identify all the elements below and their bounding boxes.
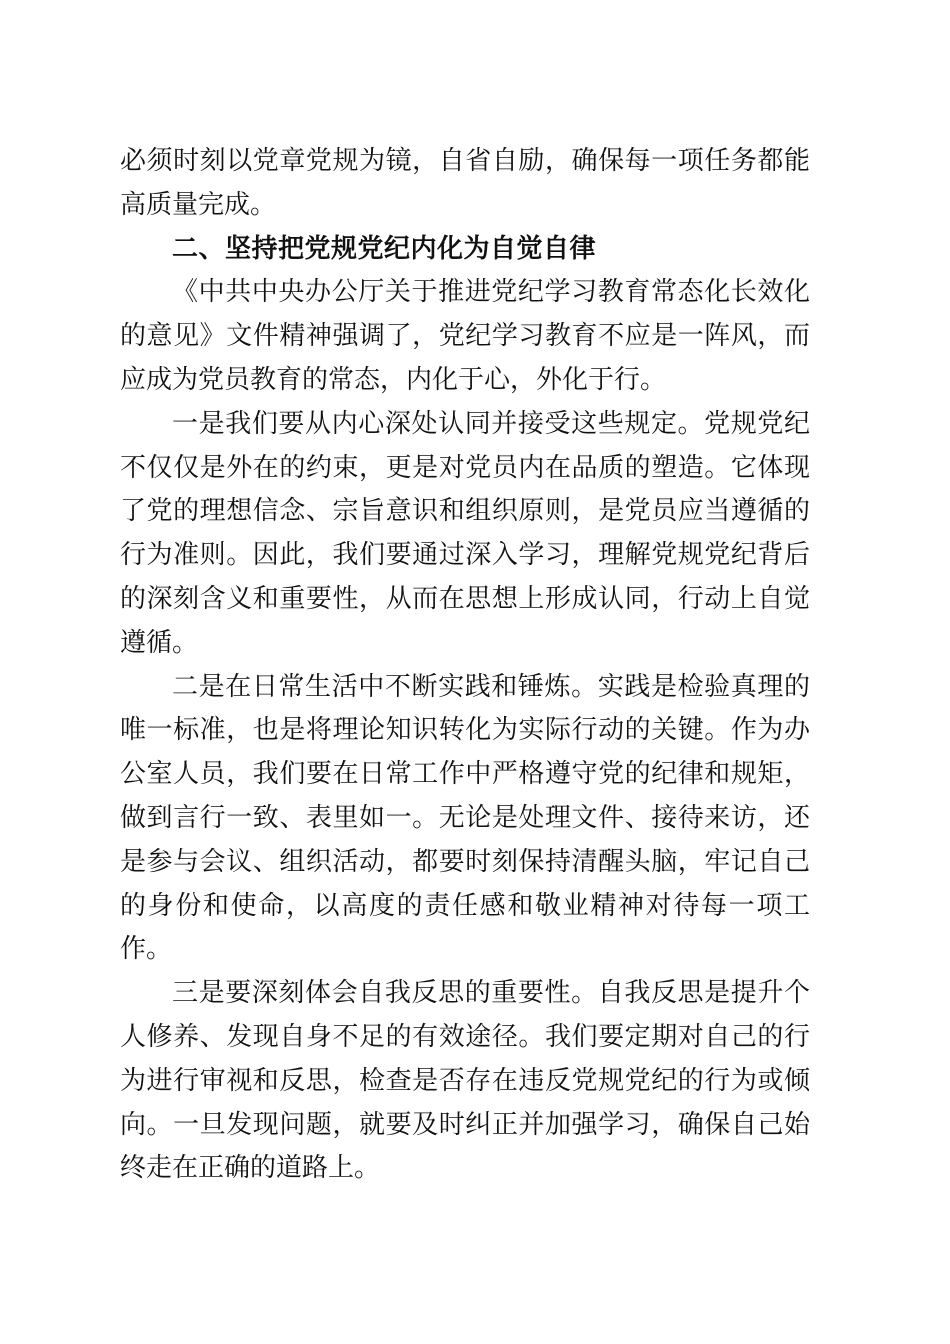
document-body bbox=[120, 140, 810, 1191]
paragraph-point-three: 三是要深刻体会自我反思的重要性。自我反思是提升个人修养、发现自身不足的有效途径。我们要定期对自己的行为进行审视和反思，检查是否存在违反党规党纪的行为或倾向。一旦发现问题，就要及时纠正并加强学习，确保自己始终走在正确的道路上。 bbox=[120, 978, 810, 1184]
paragraph-intro: 《中共中央办公厅关于推进党纪学习教育常态化长效化的意见》文件精神强调了，党纪学习教育不应是一阵风，而应成为党员教育的常态，内化于心，外化于行。 bbox=[120, 277, 810, 395]
section-heading: 二、坚持把党规党纪内化为自觉自律 bbox=[172, 233, 597, 264]
paragraph-point-two: 二是在日常生活中不断实践和锤炼。实践是检验真理的唯一标准，也是将理论知识转化为实际行动的关键。作为办公室人员，我们要在日常工作中严格遵守党的纪律和规矩，做到言行一致、表里如一。无论是处理文件、接待来访，还是参与会议、组织活动，都要时刻保持清醒头脑，牢记自己的身份和使命，以高度的责任感和敬业精神对待每一项工作。 bbox=[120, 671, 810, 965]
paragraph-point-one: 一是我们要从内心深处认同并接受这些规定。党规党纪不仅仅是外在的约束，更是对党员内在品质的塑造。它体现了党的理想信念、宗旨意识和组织原则，是党员应当遵循的行为准则。因此，我们要通过深入学习，理解党规党纪背后的深刻含义和重要性，从而在思想上形成认同，行动上自觉遵循。 bbox=[120, 408, 810, 658]
continued-paragraph: 必须时刻以党章党规为镜，自省自励，确保每一项任务都能高质量完成。 bbox=[120, 146, 810, 220]
